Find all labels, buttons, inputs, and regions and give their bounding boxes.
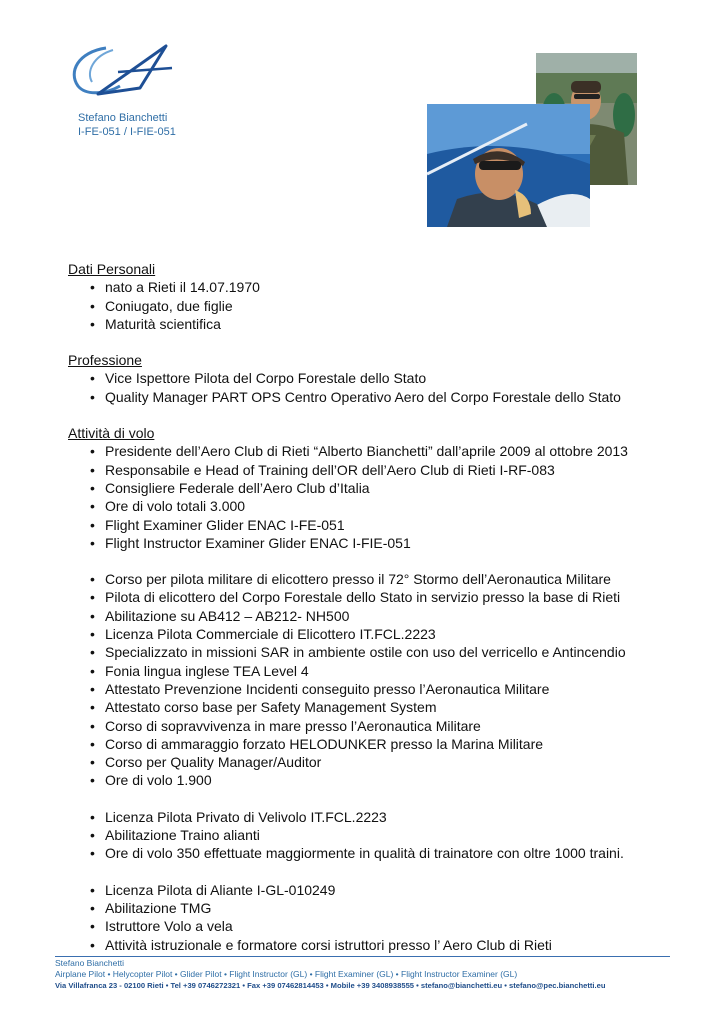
bullet-list	[68, 442, 668, 552]
logo-license-code: I-FE-051 / I-FIE-051	[78, 126, 176, 138]
footer-contacts: Via Villafranca 23 - 02100 Rieti • Tel +39 0746272321 • Fax +39 07462814453 • Mobile +39 3408938555 • stefano@bianchetti.eu • stefano@pec.bianchetti.eu	[55, 981, 606, 990]
list-item: • Abilitazione Traino alianti	[68, 826, 668, 844]
glider-swoosh-logo-icon	[68, 42, 173, 110]
logo	[68, 42, 178, 142]
section-flight-activity	[68, 424, 668, 954]
list-item: • Licenza Pilota Commerciale di Elicottero IT.FCL.2223	[68, 625, 668, 643]
logo-name: Stefano Bianchetti	[78, 112, 168, 124]
list-item: • Corso di sopravvivenza in mare presso l’Aeronautica Militare	[68, 717, 668, 735]
list-item: • Attestato corso base per Safety Management System	[68, 698, 668, 716]
list-item: • Vice Ispettore Pilota del Corpo Forestale dello Stato	[68, 369, 668, 387]
list-item: • Attestato Prevenzione Incidenti conseguito presso l’Aeronautica Militare	[68, 680, 668, 698]
list-item: • Licenza Pilota di Aliante I-GL-010249	[68, 881, 668, 899]
list-item: • Istruttore Volo a vela	[68, 917, 668, 935]
bullet-list	[68, 881, 668, 954]
section-title: Attività di volo	[68, 425, 155, 442]
portrait-photo-cockpit	[427, 104, 590, 227]
list-item: • Specializzato in missioni SAR in ambiente ostile con uso del verricello e Antincendio	[68, 643, 668, 661]
section-personal-data	[68, 260, 668, 333]
list-item: • Licenza Pilota Privato di Velivolo IT.FCL.2223	[68, 808, 668, 826]
section-profession	[68, 351, 668, 406]
list-item: • nato a Rieti il 14.07.1970	[68, 278, 668, 296]
list-item: • Corso per Quality Manager/Auditor	[68, 753, 668, 771]
list-item: • Flight Examiner Glider ENAC I-FE-051	[68, 516, 668, 534]
list-item: • Presidente dell’Aero Club di Rieti “Alberto Bianchetti” dall’aprile 2009 al ottobre 2013	[68, 442, 668, 460]
list-item: • Maturità scientifica	[68, 315, 668, 333]
list-item: • Flight Instructor Examiner Glider ENAC I-FIE-051	[68, 534, 668, 552]
section-title: Professione	[68, 352, 142, 369]
list-item: • Abilitazione su AB412 – AB212- NH500	[68, 607, 668, 625]
list-item: • Consigliere Federale dell’Aero Club d’Italia	[68, 479, 668, 497]
list-item: • Ore di volo 1.900	[68, 771, 668, 789]
bullet-list	[68, 808, 668, 863]
list-item: • Abilitazione TMG	[68, 899, 668, 917]
bullet-list	[68, 570, 668, 790]
bullet-list	[68, 369, 668, 406]
list-item: • Quality Manager PART OPS Centro Operativo Aero del Corpo Forestale dello Stato	[68, 388, 668, 406]
list-item: • Pilota di elicottero del Corpo Forestale dello Stato in servizio presso la base di Rieti	[68, 588, 668, 606]
list-item: • Responsabile e Head of Training dell’OR dell’Aero Club di Rieti I-RF-083	[68, 461, 668, 479]
list-item: • Attività istruzionale e formatore corsi istruttori presso l’ Aero Club di Rieti	[68, 936, 668, 954]
list-item: • Ore di volo totali 3.000	[68, 497, 668, 515]
cv-content	[68, 260, 668, 972]
footer-name: Stefano Bianchetti	[55, 958, 124, 968]
list-item: • Ore di volo 350 effettuate maggiormente in qualità di trainatore con oltre 1000 traini.	[68, 844, 668, 862]
list-item: • Corso di ammaraggio forzato HELODUNKER presso la Marina Militare	[68, 735, 668, 753]
footer-divider	[55, 956, 670, 957]
list-item: • Fonia lingua inglese TEA Level 4	[68, 662, 668, 680]
list-item: • Coniugato, due figlie	[68, 297, 668, 315]
list-item: • Corso per pilota militare di elicottero presso il 72° Stormo dell’Aeronautica Militare	[68, 570, 668, 588]
page-footer	[55, 956, 670, 992]
bullet-list	[68, 278, 668, 333]
footer-roles: Airplane Pilot • Helycopter Pilot • Glider Pilot • Flight Instructor (GL) • Flight Examiner (GL) • Flight Instructor Examiner (GL)	[55, 969, 518, 979]
section-title: Dati Personali	[68, 261, 156, 277]
